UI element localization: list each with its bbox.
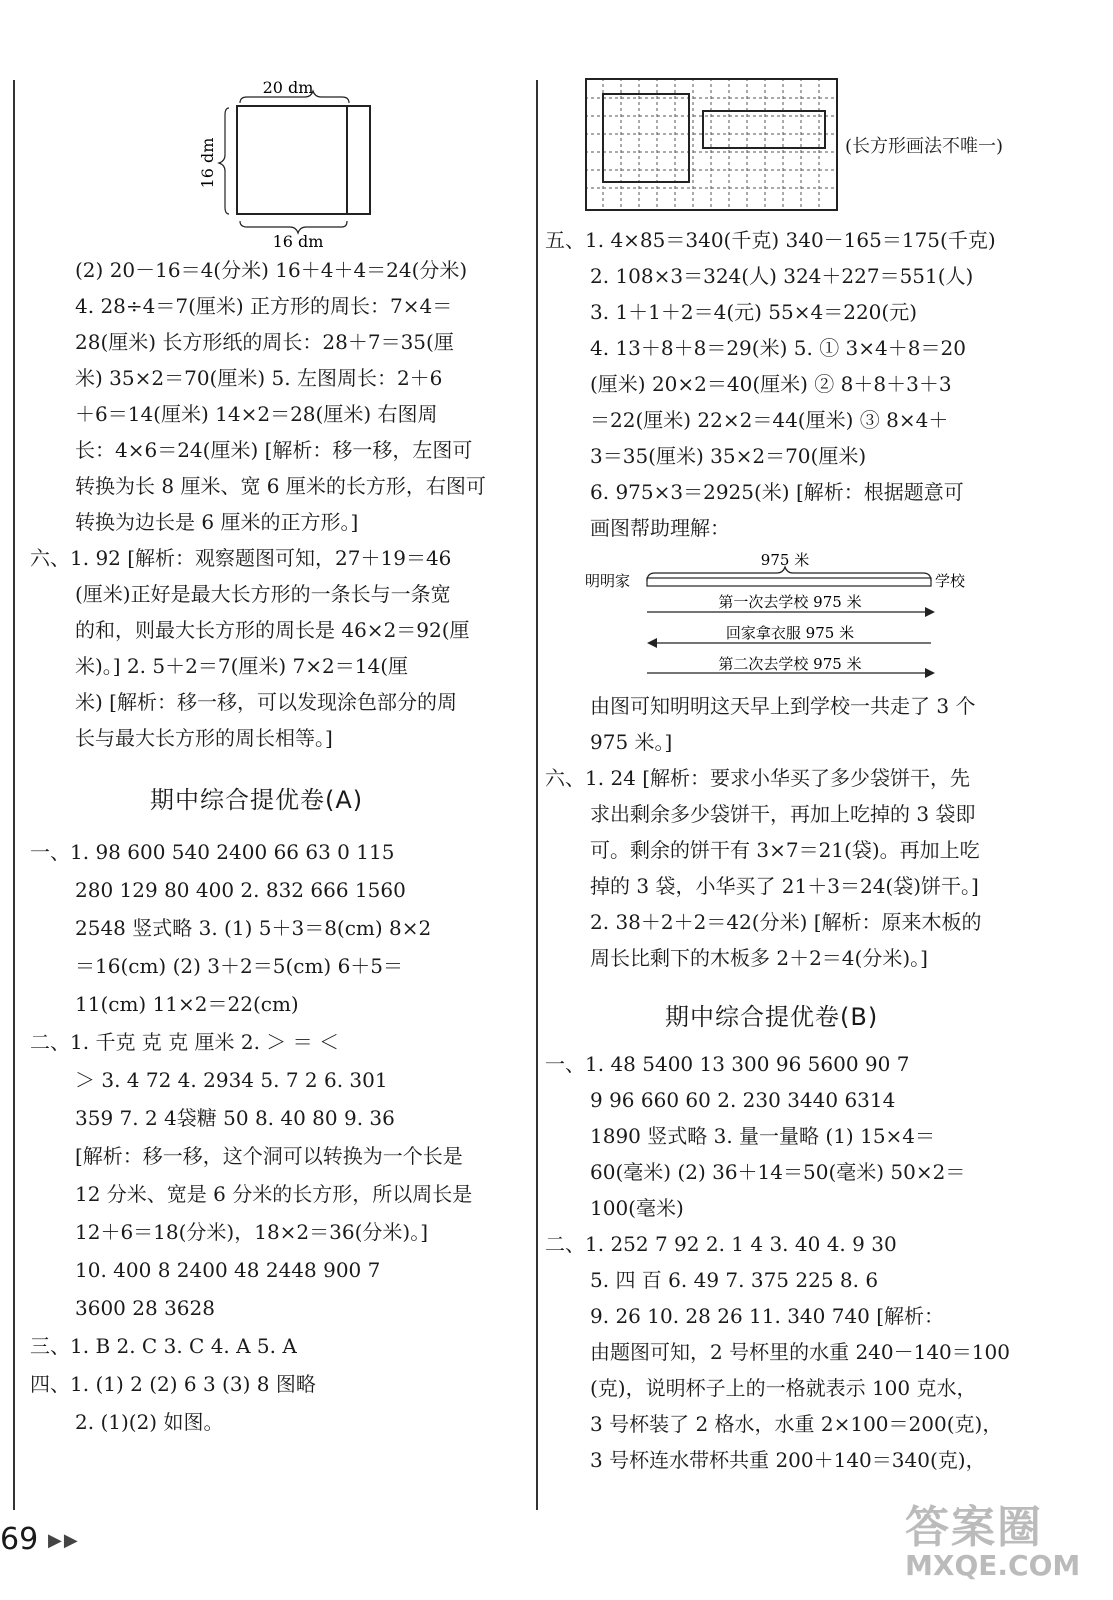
left-line: 四、1. (1) 2 (2) 6 3 (3) 8 图略 (30, 1372, 316, 1396)
right-line: (厘米) 20×2＝40(厘米) ② 8＋8＋3＋3 (590, 372, 952, 396)
left-line: (厘米)正好是最大长方形的一条长与一条宽 (75, 582, 451, 606)
right-line: 六、1. 24 [解析：要求小华买了多少袋饼干，先 (545, 766, 971, 790)
right-line: 画图帮助理解： (590, 516, 730, 540)
right-line: 一、1. 48 5400 13 300 96 5600 90 7 (545, 1052, 910, 1076)
rectangle-figure (195, 75, 395, 250)
left-line: 长：4×6＝24(厘米) [解析：移一移，左图可 (75, 438, 473, 462)
left-line: 二、1. 千克 克 克 厘米 2. ＞ ＝ ＜ (30, 1030, 340, 1054)
left-line: 长与最大长方形的周长相等。] (75, 726, 333, 750)
right-line: 求出剩余多少袋饼干，再加上吃掉的 3 袋即 (590, 802, 976, 826)
watermark-domain: MXQE.COM (905, 1549, 1081, 1582)
figure-side-label: 16 dm (198, 137, 217, 189)
right-line: 2. 108×3＝324(人) 324＋227＝551(人) (590, 264, 974, 288)
left-line: 4. 28÷4＝7(厘米) 正方形的周长：7×4＝ (75, 294, 453, 318)
left-line: (2) 20－16＝4(分米) 16＋4＋4＝24(分米) (75, 258, 468, 282)
left-line: ＋6＝14(厘米) 14×2＝28(厘米) 右图周 (75, 402, 438, 426)
right-line: 掉的 3 袋，小华买了 21＋3＝24(袋)饼干。] (590, 874, 979, 898)
grid-figure (585, 78, 845, 218)
left-line: ＝16(cm) (2) 3＋2＝5(cm) 6＋5＝ (75, 954, 404, 978)
left-line: ＞ 3. 4 72 4. 2934 5. 7 2 6. 301 (75, 1068, 388, 1092)
left-line: 2. (1)(2) 如图。 (75, 1410, 224, 1434)
section-title-a: 期中综合提优卷(A) (150, 786, 364, 814)
left-line: 三、1. B 2. C 3. C 4. A 5. A (30, 1334, 297, 1358)
figure-bottom-label: 16 dm (272, 232, 324, 250)
left-line: 28(厘米) 长方形纸的周长：28＋7＝35(厘 (75, 330, 454, 354)
left-line: 转换为边长是 6 厘米的正方形。] (75, 510, 359, 534)
right-line: 60(毫米) (2) 36＋14＝50(毫米) 50×2＝ (590, 1160, 966, 1184)
diagram-trip2: 回家拿衣服 975 米 (725, 624, 855, 642)
watermark-logo (905, 1502, 1081, 1582)
left-line: 3600 28 3628 (75, 1296, 215, 1320)
diagram-home-label: 明明家 (585, 572, 631, 590)
column-divider (536, 80, 538, 1510)
grid-note: (长方形画法不唯一) (845, 136, 1004, 157)
right-line: 3＝35(厘米) 35×2＝70(厘米) (590, 444, 867, 468)
page-number: 69 (0, 1522, 39, 1557)
left-line: [解析：移一移，这个洞可以转换为一个长是 (75, 1144, 463, 1168)
right-line: 2. 38＋2＋2＝42(分米) [解析：原来木板的 (590, 910, 982, 934)
right-line: 二、1. 252 7 92 2. 1 4 3. 40 4. 9 30 (545, 1232, 897, 1256)
right-line: 100(毫米) (590, 1196, 684, 1220)
watermark-main: 答案圈 (905, 1502, 1043, 1553)
left-line: 的和，则最大长方形的周长是 46×2＝92(厘 (75, 618, 470, 642)
left-line: 一、1. 98 600 540 2400 66 63 0 115 (30, 840, 395, 864)
right-line: (克)，说明杯子上的一格就表示 100 克水， (590, 1376, 977, 1400)
diagram-trip3: 第二次去学校 975 米 (718, 655, 862, 673)
right-line: 可。剩余的饼干有 3×7＝21(袋)。再加上吃 (590, 838, 980, 862)
page-arrows-icon: ▶▶ (48, 1530, 80, 1551)
right-line: 4. 13＋8＋8＝29(米) 5. ① 3×4＋8＝20 (590, 336, 966, 360)
right-line: 5. 四 百 6. 49 7. 375 225 8. 6 (590, 1268, 879, 1292)
right-line: 1890 竖式略 3. 量一量略 (1) 15×4＝ (590, 1124, 936, 1148)
left-line: 10. 400 8 2400 48 2448 900 7 (75, 1258, 381, 1282)
diagram-school-label: 学校 (935, 572, 966, 590)
left-line: 359 7. 2 4袋糖 50 8. 40 80 9. 36 (75, 1106, 395, 1130)
figure-top-label: 20 dm (262, 78, 314, 97)
diagram-trip1: 第一次去学校 975 米 (718, 593, 862, 611)
left-line: 2548 竖式略 3. (1) 5＋3＝8(cm) 8×2 (75, 916, 432, 940)
right-line: ＝22(厘米) 22×2＝44(厘米) ③ 8×4＋ (590, 408, 949, 432)
right-line: 五、1. 4×85＝340(千克) 340－165＝175(千克) (545, 228, 996, 252)
distance-diagram (585, 545, 985, 680)
right-line: 由图可知明明这天早上到学校一共走了 3 个 (590, 694, 976, 718)
left-line: 米) 35×2＝70(厘米) 5. 左图周长：2＋6 (75, 366, 443, 390)
left-margin-rule (13, 80, 15, 1510)
right-line: 周长比剩下的木板多 2＋2＝4(分米)。] (590, 946, 928, 970)
right-line: 3 号杯装了 2 格水，水重 2×100＝200(克)， (590, 1412, 1003, 1436)
left-line: 米)。] 2. 5＋2＝7(厘米) 7×2＝14(厘 (75, 654, 408, 678)
right-line: 3 号杯连水带杯共重 200＋140＝340(克)， (590, 1448, 986, 1472)
right-line: 由题图可知，2 号杯里的水重 240－140＝100 (590, 1340, 1010, 1364)
left-line: 12 分米、宽是 6 分米的长方形，所以周长是 (75, 1182, 473, 1206)
section-title-b: 期中综合提优卷(B) (665, 1003, 879, 1031)
right-line: 9 96 660 60 2. 230 3440 6314 (590, 1088, 896, 1112)
right-line: 975 米。] (590, 730, 673, 754)
right-line: 3. 1＋1＋2＝4(元) 55×4＝220(元) (590, 300, 918, 324)
left-line: 转换为长 8 厘米、宽 6 厘米的长方形，右图可 (75, 474, 486, 498)
left-line: 280 129 80 400 2. 832 666 1560 (75, 878, 406, 902)
left-line: 六、1. 92 [解析：观察题图可知，27＋19＝46 (30, 546, 452, 570)
right-line: 6. 975×3＝2925(米) [解析：根据题意可 (590, 480, 964, 504)
left-line: 米) [解析：移一移，可以发现涂色部分的周 (75, 690, 457, 714)
left-line: 12＋6＝18(分米)，18×2＝36(分米)。] (75, 1220, 429, 1244)
right-line: 9. 26 10. 28 26 11. 340 740 [解析： (590, 1304, 945, 1328)
left-line: 11(cm) 11×2＝22(cm) (75, 992, 299, 1016)
diagram-distance-label: 975 米 (760, 551, 810, 569)
